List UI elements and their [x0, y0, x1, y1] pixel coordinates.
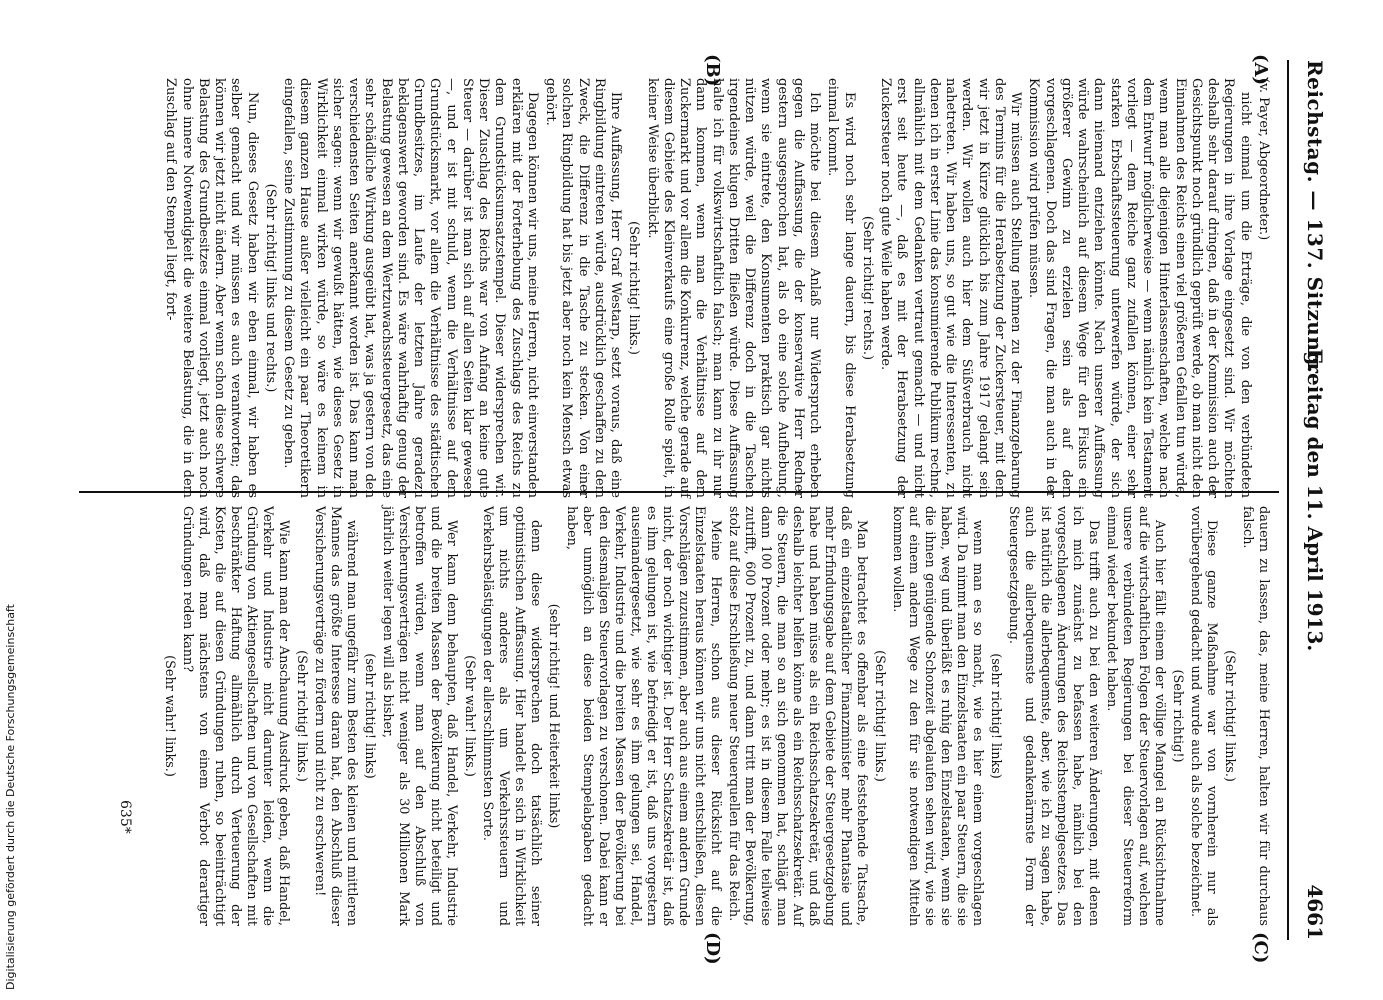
margin-marker-d: (D) — [702, 932, 723, 965]
paragraph: Diese ganze Maßnahme war von vornherein nur als vorübergehend gedacht und wurde auch als solche bezeichnet. — [1188, 506, 1219, 926]
paragraph: Ich möchte bei diesem Anlaß nur Widerspruch erheben gegen die Auffassung, die der konservative Herr Redner gestern ausgesprochen hat, als ob eine solche Aufhebung, wenn sie eintrete, den Konsumenten praktisch gar nichts nützen würde, weil die Differenz doch in die Taschen irgendeines klugen Dritten fließen würde. Diese Auffassung halte ich für volkswirtschaftlich falsch; man kann zu ihr nur dann kommen, wenn man die Verhältnisse auf dem Zuckermarkt und vor allem die Konkurrenz, welche gerade auf diesem Gebiete des Kleinverkaufs eine große Rolle spielt, in keiner Weise überblickt. — [644, 78, 823, 498]
header-date: Freitag den 11. April 1913. — [1303, 348, 1327, 652]
interjection: (Sehr wahr! links.) — [162, 655, 177, 777]
paragraph: denn diese widersprechen doch tatsächlich seiner optimistischen Auffassung. Hier handelt es sich in Wirklichkeit um nichts anderes als um Verkehrssteuern und Verkehrsbelästigungen der allerschlimmsten Sorte. — [480, 506, 543, 926]
interjection: (Sehr richtig! links.) — [626, 221, 642, 355]
paragraph: Ihre Auffassung, Herr Graf Westarp, setzt voraus, daß eine Ringbildung eintreten würde, ausdrücklich geschaffen zu dem Zweck, die Differenz in die Tasche zu stecken. Von einer solchen Ringbildung hat bis jetzt aber noch kein Mensch etwas gehört. — [543, 78, 624, 498]
paragraph: nicht einmal um die Erträge, die von den verbündeten Regierungen in ihre Vorlage eingesetzt sind. Wir möchten deshalb sehr darauf dringen, daß in der Kommission auch der Gesichtspunkt noch gründlich geprüft werde, ob man nicht den Einnahmen des Reichs einen viel größeren Gefallen tun würde, wenn man alle diejenigen Hinterlassenschaften, welche nach dem Entwurf möglicherweise — wenn nämlich kein Testament vorliegt — dem Reiche ganz zufallen können, einer sehr starken Erbschaftssteuerung unterwerfen würde, der sich dann niemand entziehen könnte. Nach unserer Auffassung würde wahrscheinlich auf diesem Wege für den Fiskus ein größerer Gewinn zu erzielen sein als auf dem vorgeschlagenen. Doch das sind Fragen, die man auch in der Kommission wird prüfen müssen. — [1026, 78, 1253, 498]
interjection: (Sehr richtig! links.) — [1222, 650, 1237, 782]
page-header — [1295, 60, 1335, 940]
paragraph: Dagegen können wir uns, meine Herren, nicht einverstanden erklären mit der Forterhebung des Zuschlags des Reichs zu dem Grundstücksumsatzstempel. Dieser widersprechen wir. Dieser Zuschlag des Reichs war von Anfang an keine gute Steuer — darüber ist man sich auf allen Seiten klar gewesen —, und er ist mit schuld, wenn die Verhältnisse auf dem Grundstücksmarkt, vor allem die Verhältnisse des städtischen Grundbesitzes, im Laufe der letzten Jahre geradezu beklagenswert geworden sind. Es wäre wahrhaftig genug der Belastung gewesen an dem Wertzuwachssteuergesetz, das eine sehr schädliche Wirkung ausgeübt hat, was ja gestern von den verschiedensten Seiten anerkannt worden ist. Das kann man sicher sagen: wenn wir gewußt hätten, wie dieses Gesetz in Wirklichkeit einmal wirken würde, so wäre es keinem in diesem ganzen Hause außer vielleicht ein paar Theoretikern eingefallen, seine Zustimmung zu diesem Gesetz zu geben. — [281, 78, 540, 498]
left-column — [160, 78, 1271, 498]
interjection: (Sehr richtig! links.) — [294, 650, 309, 782]
margin-marker-c: (C) — [1250, 932, 1271, 964]
paragraph: Es wird noch sehr lange dauern, bis diese Herabsetzung einmal kommt. — [825, 78, 857, 498]
paragraph: (v. Payer, Abgeordneter.) — [1256, 78, 1271, 241]
margin-marker-b: (B) — [702, 54, 723, 87]
paragraph: Das trifft auch zu bei den weiteren Änderungen, mit denen ich mich zunächst zu befassen habe, nämlich bei den vorgeschlagenen Änderungen des Reichsstempelgesetzes. Das ist natürlich die allerbequemste, aber, wie ich zu sagen habe, auch die allerbequemste und gedankenärmste Form der Steuergesetzgebung. — [1006, 506, 1101, 926]
interjection: (Sehr richtig! rechts.) — [860, 215, 875, 361]
interjection: (Sehr wahr! links.) — [462, 655, 477, 777]
right-column — [159, 506, 1271, 926]
paragraph: dauern zu lassen, das, meine Herren, halten wir für durchaus falsch. — [1240, 506, 1271, 926]
paragraph: Wer kann denn behaupten, daß Handel, Verkehr, Industrie und die breiten Massen der Bevölkerung nicht beteiligt und betroffen würden, wenn man auf den Abschluß von Versicherungsverträgen nicht weniger als 30 Millionen Mark jährlich weiter legen will als bisher, — [380, 506, 459, 926]
interjection: (sehr richtig! und Heiterkeit links) — [546, 603, 561, 829]
paragraph: Meine Herren, schon aus dieser Rücksicht auf die Einzelstaaten heraus können wir uns nicht entschließen, diesen Vorschlägen zuzustimmen, aber auch aus einem andern Grunde nicht, der noch wichtiger ist. Der Herr Schatzsekretär ist, daß es ihm gelungen ist, wie befriedigt er ist, daß uns vorgestern auseinandergesetzt, wie sehr es ihm gelungen sei, Handel, Verkehr, Industrie und die breiten Massen der Bevölkerung bei den diesmaligen Steuervorlagen zu verschonen. Dabei kann er aber unmöglich an diese beiden Stempelabgaben gedacht haben, — [564, 506, 723, 926]
interjection: (Sehr richtig!) — [1170, 669, 1185, 763]
paragraph: Wie kann man der Anschauung Ausdruck geben, daß Handel, Verkehr und Industrie nicht darunter leiden, wenn die Gründung von Aktiengesellschaften und von Gesellschaften mit beschränkter Haftung allmählich durch Verteuerung der Kosten, die auf diesen Gründungen ruhen, so beeinträchtigt wird, daß man nächstens von einem Verbot derartiger Gründungen reden kann? — [180, 506, 291, 926]
paragraph: Nun, dieses Gesetz haben wir eben einmal, wir haben es selber gemacht und wir müssen es auch verantworten; das können wir jetzt nicht ändern. Aber wenn schon diese schwere Belastung des Grundbesitzes einmal vorliegt, jetzt auch noch ohne innere Notwendigkeit die weitere Belastung, die in dem Zuschlag auf den Stempel liegt, fort- — [163, 78, 260, 498]
column-divider — [79, 491, 1279, 493]
paragraph: Wir müssen auch Stellung nehmen zu der Finanzgebarung des Termins für die Herabsetzung der Zuckersteuer, mit dem wir jetzt in Kürze glücklich bis zum Jahre 1917 gelangt sein werden. Wir wollen auch hier dem Süßverbrauch nicht nahetreten. Wir haben uns, so gut wie die Interessenten, zu denen ich in erster Linie das konsumierende Publikum rechne, allmählich mit dem Gedanken vertraut gemacht — und nicht erst seit heute —, daß es mit der Herabsetzung der Zuckersteuer noch gute Weile haben werde. — [878, 78, 1024, 498]
interjection: (Sehr richtig! links.) — [872, 650, 887, 782]
paragraph: wenn man es so macht, wie es hier einem vorgeschlagen wird. Da nimmt man den Einzelstaaten ein paar Steuern, die sie haben, weg und überläßt es ruhig den Einzelstaaten, wenn sie die ihnen genügende Schonzeit abgelaufen sehen wird, wie sie auf einem andern Wege zu den für sie notwendigen Mitteln kommen wollen. — [890, 506, 985, 926]
header-rule — [1287, 60, 1289, 940]
paragraph: Auch hier fällt einem der völlige Mangel an Rücksichtnahme auf die wirtschaftlichen Folgen der Steuervorlagen auf, welchen unsere verbündeten Regierungen bei dieser Steuerreform einmal wieder bekundet haben. — [1104, 506, 1167, 926]
side-credit: Digitalisierung gefördert durch die Deutsche Forschungsgemeinschaft — [4, 604, 17, 990]
header-session: Reichstag. — 137. Sitzung. — [1303, 60, 1327, 374]
interjection: (sehr richtig! links) — [988, 653, 1003, 779]
paragraph: Man betrachtet es offenbar als eine feststehende Tatsache, daß ein einzelstaatlicher Finanzminister mehr Phantasie und mehr Erfindungsgabe auf dem Gebiete der Steuergesetzgebung habe und haben müsse als ein Reichsschatzsekretär, und daß deshalb leichter helfen könne als ein Reichsschatzsekretär. Auf die Steuern, die man so an sich genommen hat, schlägt man dann 100 Prozent oder mehr; es ist in diesem Falle teilweise zutrifft, 600 Prozent zu, und dann tritt man der Bevölkerung, stolz auf diese Erschließung neuer Steuerquellen für das Reich. — [726, 506, 869, 926]
paragraph: während man ungefähr zum Besten des kleinen und mittleren Mannes das größte Interesse daran hat, den Abschluß dieser Versicherungsverträge zu fördern und nicht zu erschweren! — [312, 506, 359, 926]
interjection: (sehr richtig! links) — [362, 653, 377, 779]
footer-page-mark: 635* — [117, 800, 133, 834]
interjection: (Sehr richtig! links und rechts.) — [263, 183, 278, 393]
header-page-number: 4661 — [1303, 884, 1327, 940]
margin-marker-a: (A) — [1250, 54, 1271, 85]
